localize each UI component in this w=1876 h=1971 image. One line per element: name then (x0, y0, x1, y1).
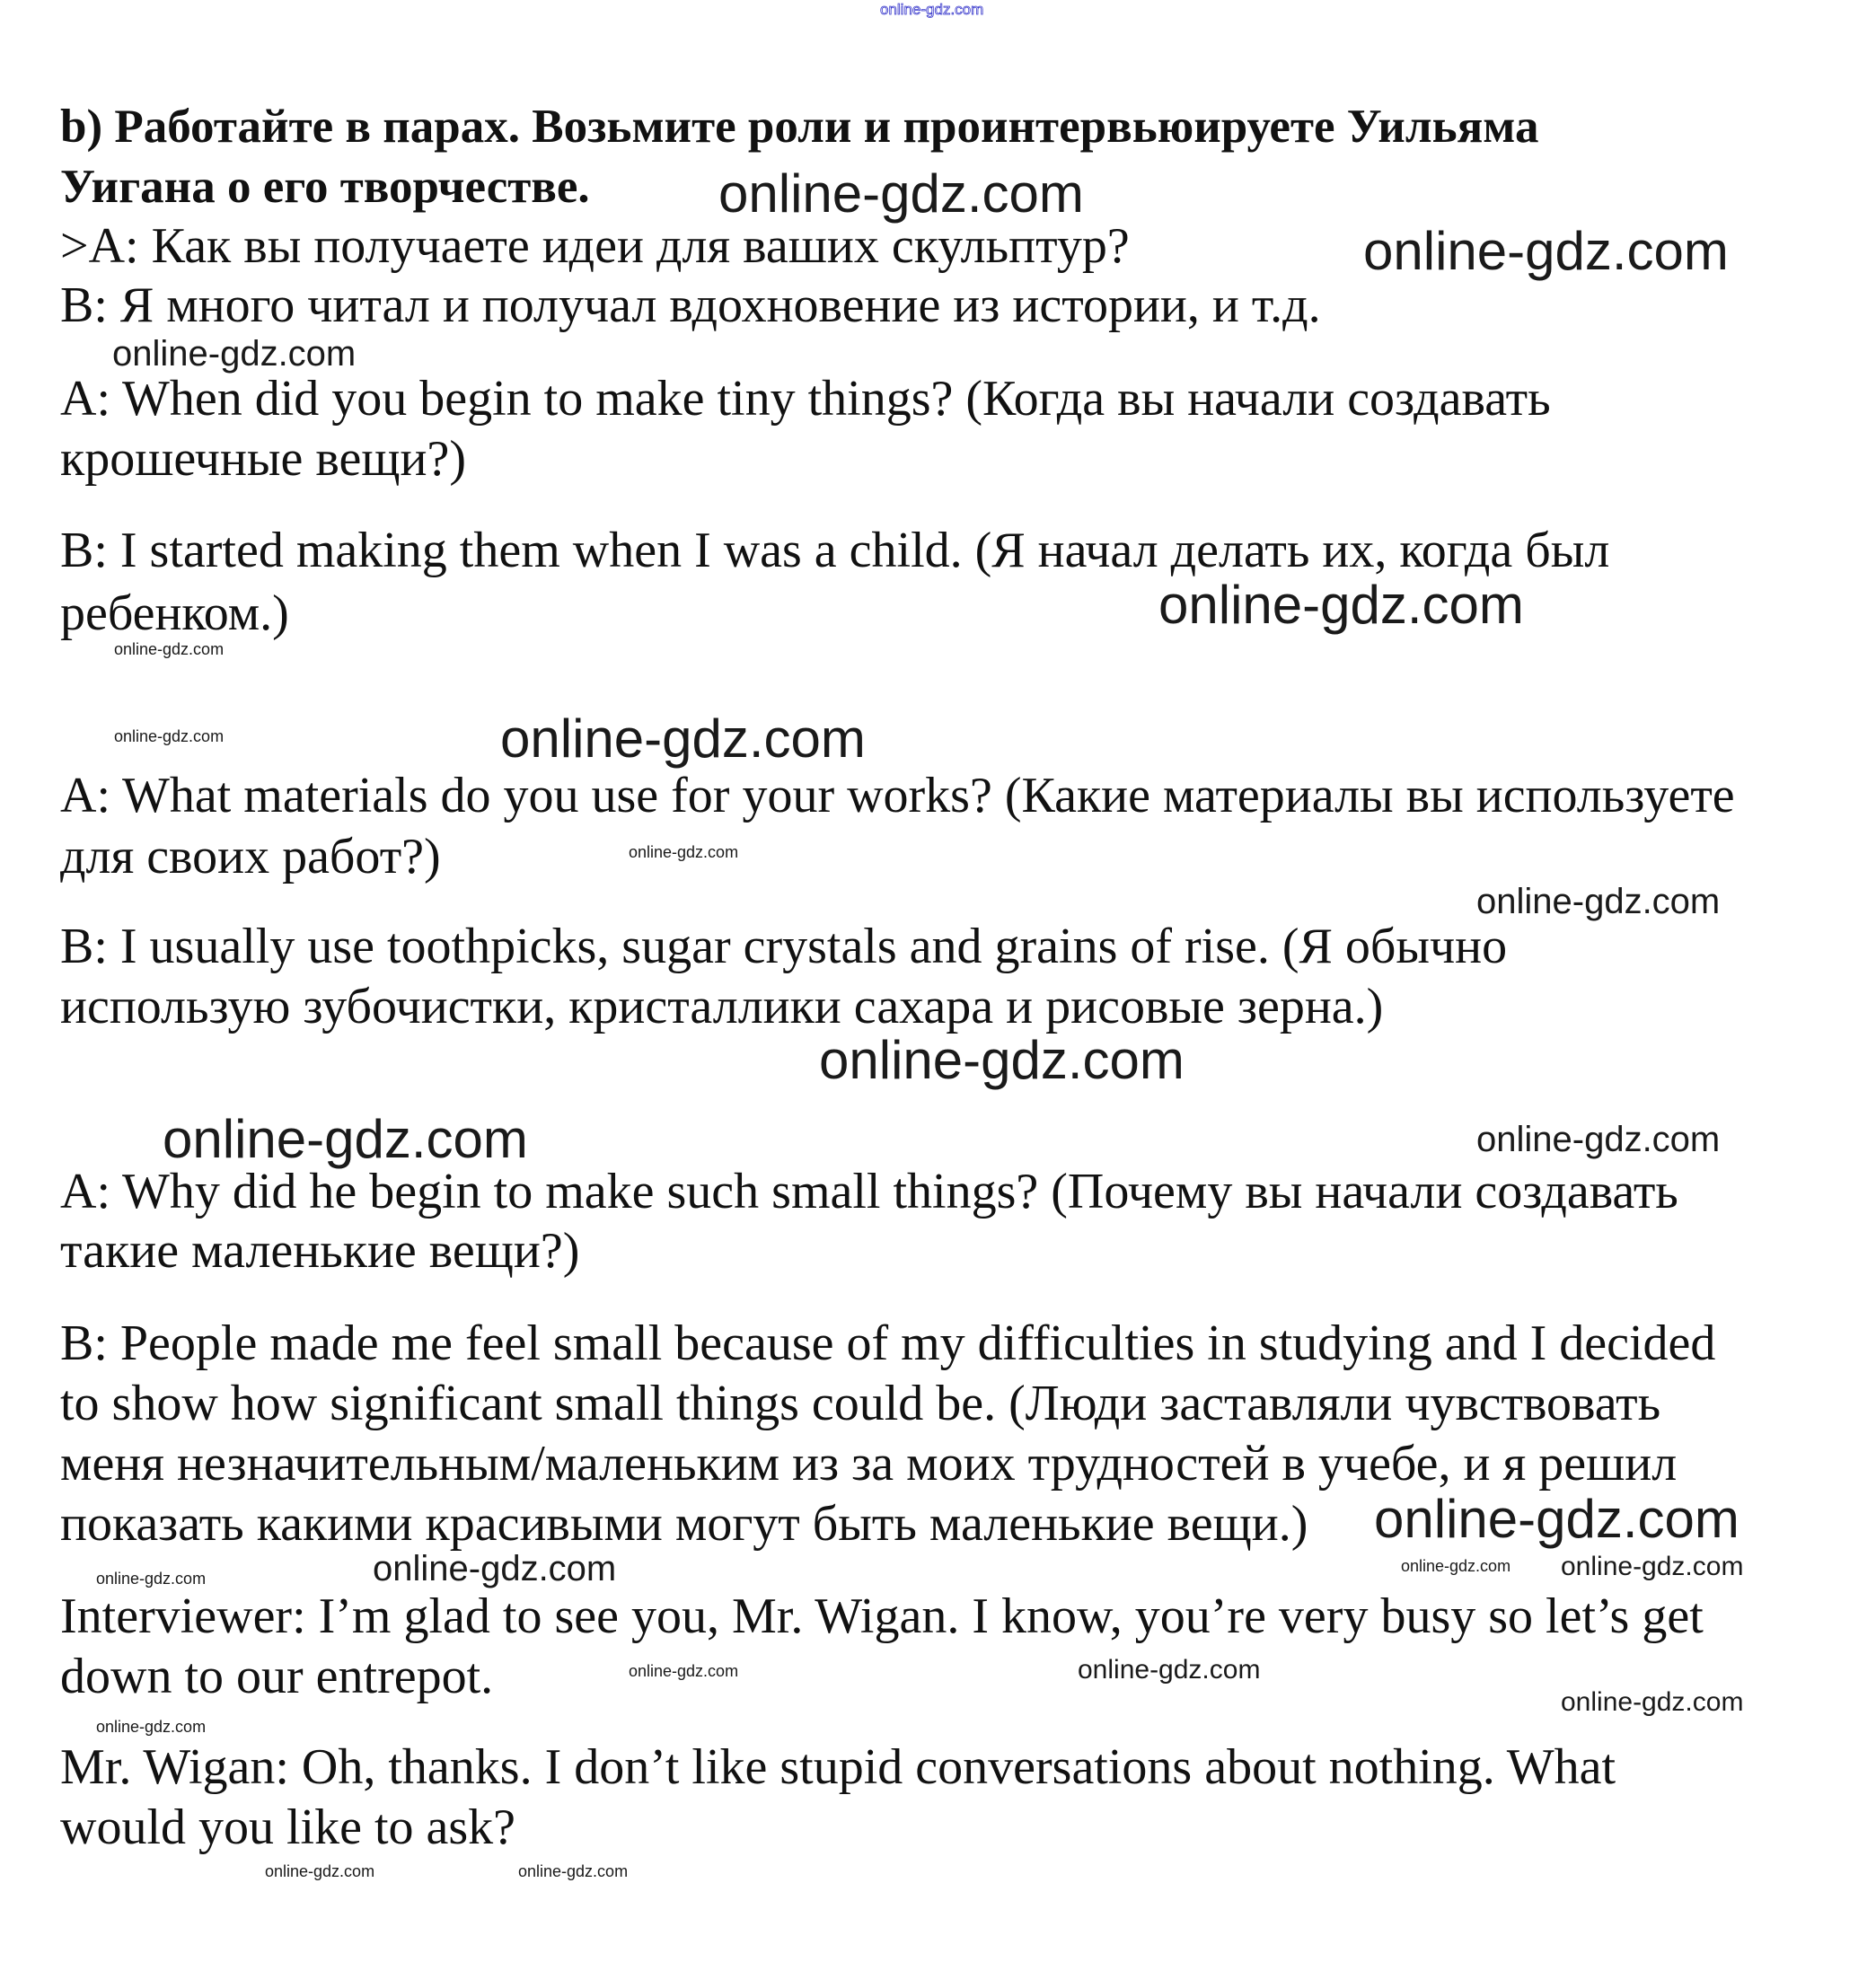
dialog-line: показать какими красивыми могут быть маленькие вещи.) (60, 1496, 1308, 1552)
watermark: online-gdz.com (629, 1662, 739, 1680)
dialog-line: would you like to ask? (60, 1799, 516, 1855)
watermark: online-gdz.com (1158, 575, 1524, 635)
watermark: online-gdz.com (1078, 1655, 1261, 1685)
dialog-line: для своих работ?) (60, 829, 441, 884)
watermark: online-gdz.com (163, 1109, 528, 1169)
dialog-line: to show how significant small things could be. (Люди заставляли чувствовать (60, 1376, 1661, 1431)
watermark: online-gdz.com (114, 727, 225, 745)
task-heading-line-2: Уигана о его творчестве. (60, 161, 590, 213)
watermark: online-gdz.com (1363, 221, 1729, 281)
watermark: online-gdz.com (96, 1570, 207, 1588)
dialog-line: >A: Как вы получаете идеи для ваших скульптур? (60, 218, 1130, 274)
watermark: online-gdz.com (373, 1549, 617, 1588)
watermark: online-gdz.com (500, 708, 866, 769)
watermark-top: online-gdz.com (880, 1, 984, 18)
dialog-line: B: Я много читал и получал вдохновение из истории, и т.д. (60, 277, 1321, 333)
dialog-line: B: I started making them when I was a child. (Я начал делать их, когда был (60, 523, 1610, 578)
dialog-line: Interviewer: I’m glad to see you, Mr. Wigan. I know, you’re very busy so let’s get (60, 1588, 1704, 1644)
watermark: online-gdz.com (265, 1862, 375, 1880)
watermark: online-gdz.com (96, 1718, 207, 1736)
dialog-line: Mr. Wigan: Oh, thanks. I don’t like stupid conversations about nothing. What (60, 1739, 1616, 1795)
watermark: online-gdz.com (112, 334, 357, 374)
watermark: online-gdz.com (629, 843, 739, 861)
watermark: online-gdz.com (1476, 1120, 1721, 1159)
watermark: online-gdz.com (1561, 1552, 1744, 1581)
dialog-line: down to our entrepot. (60, 1649, 494, 1704)
watermark: online-gdz.com (819, 1030, 1185, 1090)
dialog-line: A: When did you begin to make tiny things? (Когда вы начали создавать (60, 371, 1551, 427)
dialog-line: A: What materials do you use for your works? (Какие материалы вы используете (60, 768, 1735, 823)
dialog-line: B: I usually use toothpicks, sugar crystals and grains of rise. (Я обычно (60, 919, 1508, 974)
watermark: online-gdz.com (718, 163, 1084, 224)
watermark: online-gdz.com (1476, 882, 1721, 921)
watermark: online-gdz.com (1561, 1687, 1744, 1717)
watermark: online-gdz.com (518, 1862, 629, 1880)
task-heading-line-1: b) Работайте в парах. Возьмите роли и проинтервьюируете Уильяма (60, 101, 1539, 153)
watermark: online-gdz.com (114, 640, 225, 658)
dialog-line: A: Why did he begin to make such small things? (Почему вы начали создавать (60, 1164, 1678, 1219)
dialog-line: такие маленькие вещи?) (60, 1223, 580, 1279)
dialog-line: использую зубочистки, кристаллики сахара и рисовые зерна.) (60, 979, 1384, 1034)
dialog-line: крошечные вещи?) (60, 431, 466, 487)
dialog-line: ребенком.) (60, 585, 289, 641)
dialog-line: меня незначительным/маленьким из за моих трудностей в учебе, и я решил (60, 1436, 1678, 1491)
dialog-line: B: People made me feel small because of my difficulties in studying and I decided (60, 1315, 1716, 1371)
watermark: online-gdz.com (1401, 1557, 1511, 1575)
watermark: online-gdz.com (1374, 1489, 1739, 1549)
